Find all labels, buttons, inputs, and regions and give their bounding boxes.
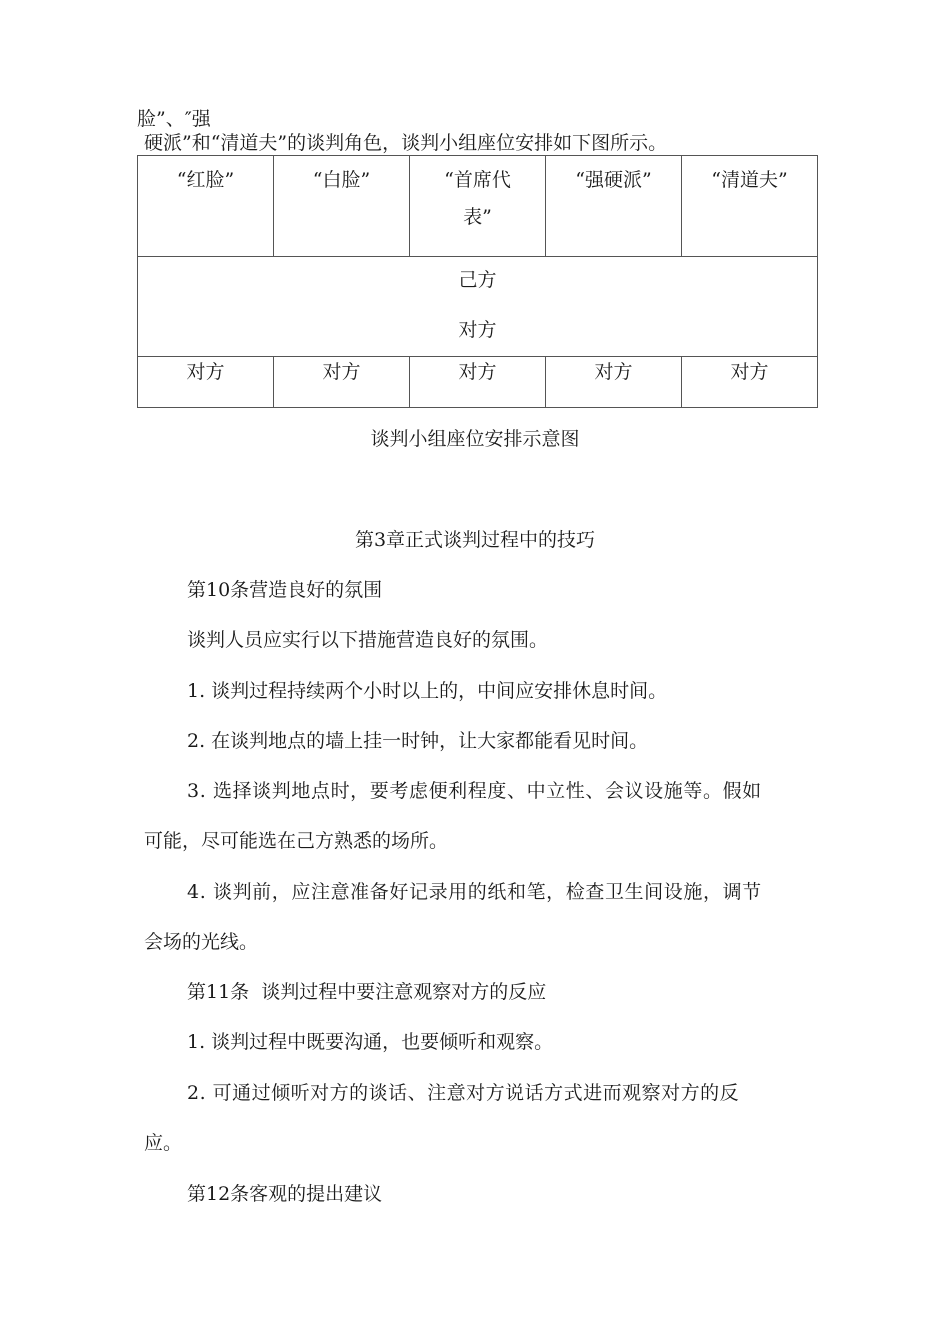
opponent-cell: 对方: [410, 357, 546, 408]
list-item: 3. 选择谈判地点时，要考虑便利程度、中立性、会议设施等。假如: [187, 780, 762, 802]
list-item-continuation: 应。: [144, 1132, 183, 1154]
article-10-heading: 第10条营造良好的氛围: [187, 579, 383, 601]
role-cell-chief: [410, 156, 546, 257]
article-12-heading: 第12条客观的提出建议: [187, 1183, 383, 1205]
middle-other-side: 对方: [458, 319, 497, 341]
opponent-cell: 对方: [138, 357, 274, 408]
opponent-cell: 对方: [546, 357, 682, 408]
top-line-2: 硬派”和“清道夫”的谈判角色，谈判小组座位安排如下图所示。: [144, 132, 668, 154]
role-row: [138, 156, 818, 257]
top-line-1: 脸”、″强: [137, 108, 211, 130]
middle-own-side: 己方: [458, 269, 497, 291]
table-caption: 谈判小组座位安排示意图: [370, 428, 580, 450]
role-cell-chief-line2: 表”: [463, 206, 492, 228]
middle-row: [138, 257, 818, 357]
opponent-cell: 对方: [682, 357, 818, 408]
middle-cell: [138, 257, 818, 357]
list-item: 1. 谈判过程持续两个小时以上的，中间应安排休息时间。: [187, 680, 668, 702]
list-item: 2. 可通过倾听对方的谈话、注意对方说话方式进而观察对方的反: [187, 1082, 740, 1104]
list-item: 2. 在谈判地点的墙上挂一时钟，让大家都能看见时间。: [187, 730, 649, 752]
article-11-heading: 第11条 谈判过程中要注意观察对方的反应: [187, 981, 547, 1003]
role-cell-white-face: “白脸”: [274, 156, 410, 257]
role-cell-cleaner: “清道夫”: [682, 156, 818, 257]
seating-table: [137, 155, 818, 408]
list-item-continuation: 可能，尽可能选在己方熟悉的场所。: [144, 830, 449, 852]
role-cell-chief-line1: “首席代: [444, 169, 511, 191]
opponent-row: [138, 357, 818, 408]
list-item: 1. 谈判过程中既要沟通，也要倾听和观察。: [187, 1031, 554, 1053]
list-item: 4. 谈判前，应注意准备好记录用的纸和笔，检查卫生间设施，调节: [187, 881, 762, 903]
opponent-cell: 对方: [274, 357, 410, 408]
chapter-title: 第3章正式谈判过程中的技巧: [354, 529, 596, 551]
role-cell-hardliner: “强硬派”: [546, 156, 682, 257]
list-item-continuation: 会场的光线。: [144, 931, 259, 953]
paragraph: 谈判人员应实行以下措施营造良好的氛围。: [187, 629, 549, 651]
role-cell-red-face: “红脸”: [138, 156, 274, 257]
